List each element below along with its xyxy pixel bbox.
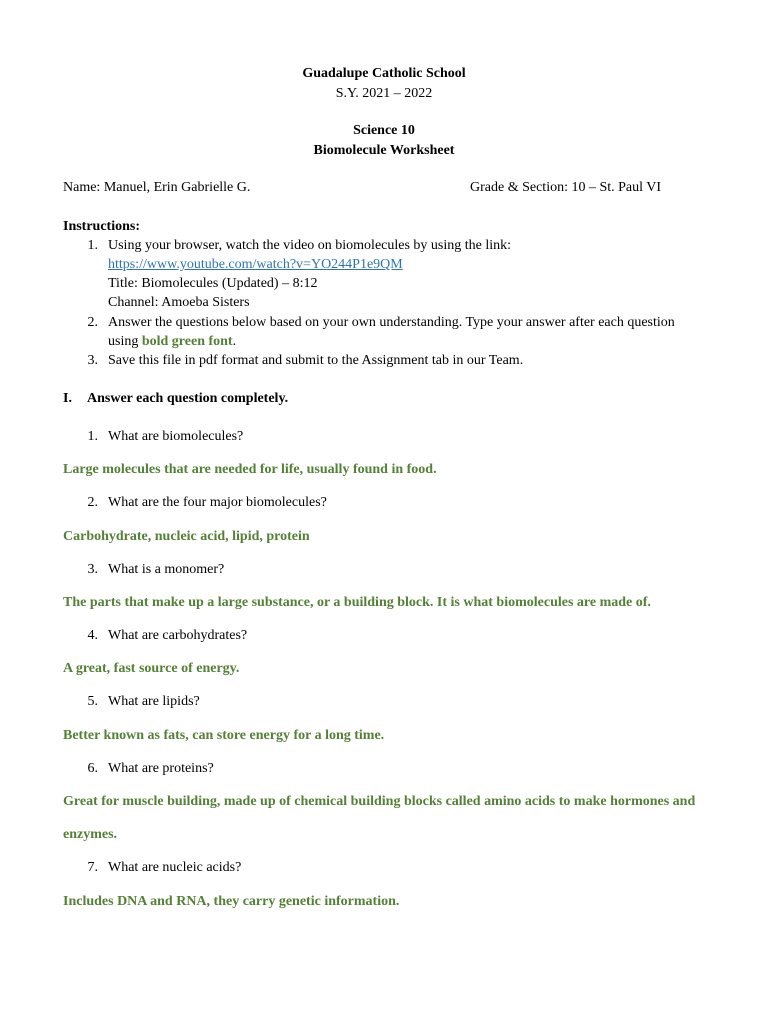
- answer-text: Includes DNA and RNA, they carry genetic information.: [63, 894, 400, 909]
- worksheet-title: Biomolecule Worksheet: [313, 143, 455, 158]
- student-name: Name: Manuel, Erin Gabrielle G.: [63, 180, 251, 195]
- school-name: Guadalupe Catholic School: [302, 66, 466, 81]
- question-number: 3.: [87, 562, 98, 577]
- question-text: What are nucleic acids?: [108, 860, 242, 875]
- section-numeral: I.: [63, 391, 72, 406]
- question-number: 4.: [87, 628, 98, 643]
- answer-text-continued: enzymes.: [63, 827, 118, 842]
- instruction-number: 2.: [87, 315, 98, 330]
- answer-text: Carbohydrate, nucleic acid, lipid, protein: [63, 529, 310, 544]
- question-number: 7.: [87, 860, 98, 875]
- green-font-sample: bold green font: [141, 334, 233, 349]
- answer-text: Better known as fats, can store energy for a long time.: [63, 728, 385, 743]
- answer-text: The parts that make up a large substance, or a building block. It is what biomolecules are made of.: [63, 595, 651, 610]
- question-number: 5.: [87, 694, 98, 709]
- instruction-text: Save this file in pdf format and submit to the Assignment tab in our Team.: [108, 353, 524, 368]
- section-heading: Answer each question completely.: [87, 391, 289, 406]
- answer-text: Great for muscle building, made up of chemical building blocks called amino acids to make hormones and: [63, 794, 696, 809]
- question-number: 6.: [87, 761, 98, 776]
- question-text: What are carbohydrates?: [108, 628, 248, 643]
- question-text: What are the four major biomolecules?: [108, 495, 327, 510]
- grade-section: Grade & Section: 10 – St. Paul VI: [470, 180, 662, 195]
- video-title: Title: Biomolecules (Updated) – 8:12: [108, 276, 318, 291]
- question-text: What are proteins?: [108, 761, 214, 776]
- question-number: 1.: [87, 429, 98, 444]
- instruction-text-prefix: using: [108, 334, 142, 349]
- instruction-number: 1.: [87, 238, 98, 253]
- video-channel: Channel: Amoeba Sisters: [108, 295, 250, 310]
- instruction-text-suffix: .: [232, 334, 237, 349]
- instruction-text-continued: [108, 333, 236, 351]
- instruction-text: Answer the questions below based on your own understanding. Type your answer after each question: [108, 315, 675, 330]
- answer-text: Large molecules that are needed for life, usually found in food.: [63, 462, 437, 477]
- subject-title: Science 10: [353, 123, 415, 138]
- instruction-number: 3.: [87, 353, 98, 368]
- question-text: What are biomolecules?: [108, 429, 244, 444]
- instruction-text: Using your browser, watch the video on biomolecules by using the link:: [108, 238, 512, 253]
- video-link[interactable]: https://www.youtube.com/watch?v=YO244P1e9QM: [108, 257, 403, 272]
- school-year: S.Y. 2021 – 2022: [335, 86, 433, 101]
- instructions-heading: Instructions:: [63, 219, 141, 234]
- question-text: What are lipids?: [108, 694, 200, 709]
- question-number: 2.: [87, 495, 98, 510]
- answer-text: A great, fast source of energy.: [63, 661, 240, 676]
- question-text: What is a monomer?: [108, 562, 225, 577]
